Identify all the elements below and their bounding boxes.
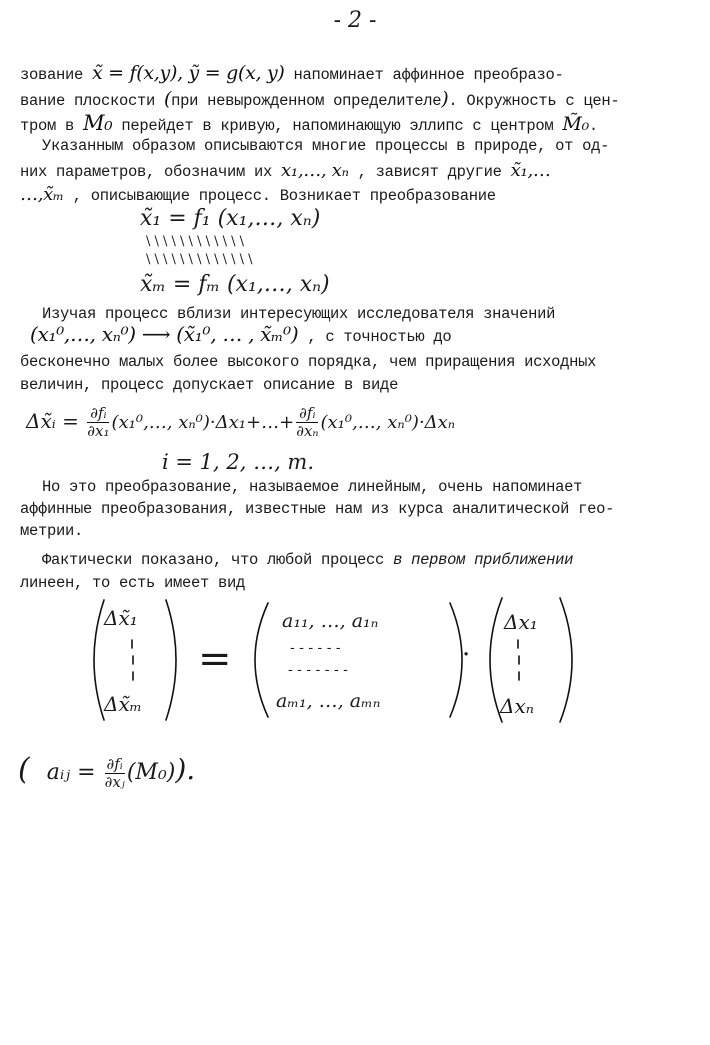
product-dot: · [462, 640, 471, 670]
matrix-dashes-1: ‐ ‐ ‐ ‐ ‐ ‐ [290, 640, 341, 656]
text: , описывающие процесс. Возникает преобразование [63, 187, 496, 205]
system-eqm: x̃ₘ = fₘ (x₁,…, xₙ) [140, 272, 330, 297]
diff-term1: (x₁⁰,…, xₙ⁰)·Δx₁+…+ [111, 412, 295, 433]
matrix-row-first: a₁₁, …, a₁ₙ [282, 610, 379, 632]
p3-line4: величин, процесс допускает описание в виде [20, 376, 399, 394]
p4-line3: метрии. [20, 522, 84, 540]
text: . Окружность с цен- [448, 92, 620, 110]
system-dots2: \ \ \ \ \ \ \ \ \ \ \ \ \ [146, 252, 253, 267]
rhs-top: Δx₁ [504, 610, 538, 634]
text: напоминает аффинное преобразо- [284, 66, 564, 84]
equals-sign: = [198, 636, 232, 682]
text: при невырожденном определителе [171, 92, 442, 110]
point-m0: M₀ [83, 111, 113, 135]
page-number: - 2 - [333, 8, 377, 33]
lhs-paren-right [166, 600, 176, 720]
p4-line2: аффинные преобразования, известные нам из курса аналитической гео- [20, 500, 615, 518]
diff-lhs: Δx̃ᵢ = [26, 409, 79, 433]
point-m0-tilde: M̃₀ [562, 113, 589, 135]
coef-fraction-num: ∂fᵢ [106, 754, 123, 773]
coef-arg: (M₀) [126, 760, 176, 785]
rhs-paren-right [560, 598, 572, 722]
coef-fraction-den: ∂xⱼ [104, 772, 125, 791]
matrix-row-last: aₘ₁, …, aₘₙ [276, 690, 381, 712]
text: . [588, 117, 598, 135]
output-vars-end: …,x̃ₘ [20, 184, 64, 205]
text: них параметров, обозначим их [20, 163, 282, 181]
text: зование [20, 66, 93, 84]
coef-fraction [105, 756, 125, 791]
p4-line1: Но это преобразование, называемое линейным, очень напоминает [42, 478, 583, 496]
diff-term2: (x₁⁰,…, xₙ⁰)·Δxₙ [320, 412, 456, 433]
text-italic: в первом приближении [393, 551, 574, 569]
text: вание плоскости [20, 92, 165, 110]
fraction-1-den: ∂x₁ [87, 422, 110, 440]
matrix-dashes-2: ‐ ‐ ‐ ‐ ‐ ‐ ‐ [288, 662, 348, 678]
p5-line2: линеен, то есть имеет вид [20, 574, 246, 592]
coef-aij: aᵢⱼ = [46, 760, 96, 785]
lhs-bottom: Δx̃ₘ [104, 692, 142, 716]
coefficient-definition [18, 752, 195, 791]
system-eq1: x̃₁ = f₁ (x₁,…, xₙ) [140, 206, 321, 231]
paren-open: ( [164, 88, 172, 110]
fraction-2-den: ∂xₙ [296, 422, 319, 440]
p3-line3: бесконечно малых более высокого порядка, чем приращения исходных [20, 353, 597, 371]
mapping-formula: (x₁⁰,…, xₙ⁰) ⟶ (x̃₁⁰, … , x̃ₘ⁰) [30, 322, 299, 346]
p3-line1: Изучая процесс вблизи интересующих исследователя значений [42, 305, 556, 323]
p2-line1: Указанным образом описываются многие процессы в природе, от од- [42, 137, 610, 155]
paren-close: ) [441, 88, 449, 110]
fraction-1-num: ∂fᵢ [87, 405, 109, 423]
text: Фактически показано, что любой процесс [42, 551, 394, 569]
system-dots1: \ \ \ \ \ \ \ \ \ \ \ \ [146, 234, 245, 249]
text: тром в [20, 117, 84, 135]
text: , зависят другие [348, 163, 511, 181]
input-vars: x₁,…, xₙ [281, 160, 349, 181]
matrix-paren-right [450, 603, 462, 717]
lhs-top: Δx̃₁ [104, 606, 138, 630]
output-vars: x̃₁,… [510, 160, 551, 181]
coef-close: ). [175, 753, 196, 786]
text: перейдет в кривую, напоминающую эллипс с центром [112, 117, 563, 135]
coef-open-paren: ( [18, 752, 30, 787]
diff-index: i = 1, 2, …, m. [162, 450, 315, 474]
fraction-2-num: ∂fᵢ [296, 405, 318, 423]
formula-transform: x̃ = f(x,y), ỹ = g(x, y) [92, 62, 285, 84]
lhs-paren-left [94, 600, 104, 720]
rhs-bottom: Δxₙ [500, 694, 534, 718]
matrix-paren-left [255, 603, 268, 717]
text: , с точностью до [298, 328, 452, 346]
